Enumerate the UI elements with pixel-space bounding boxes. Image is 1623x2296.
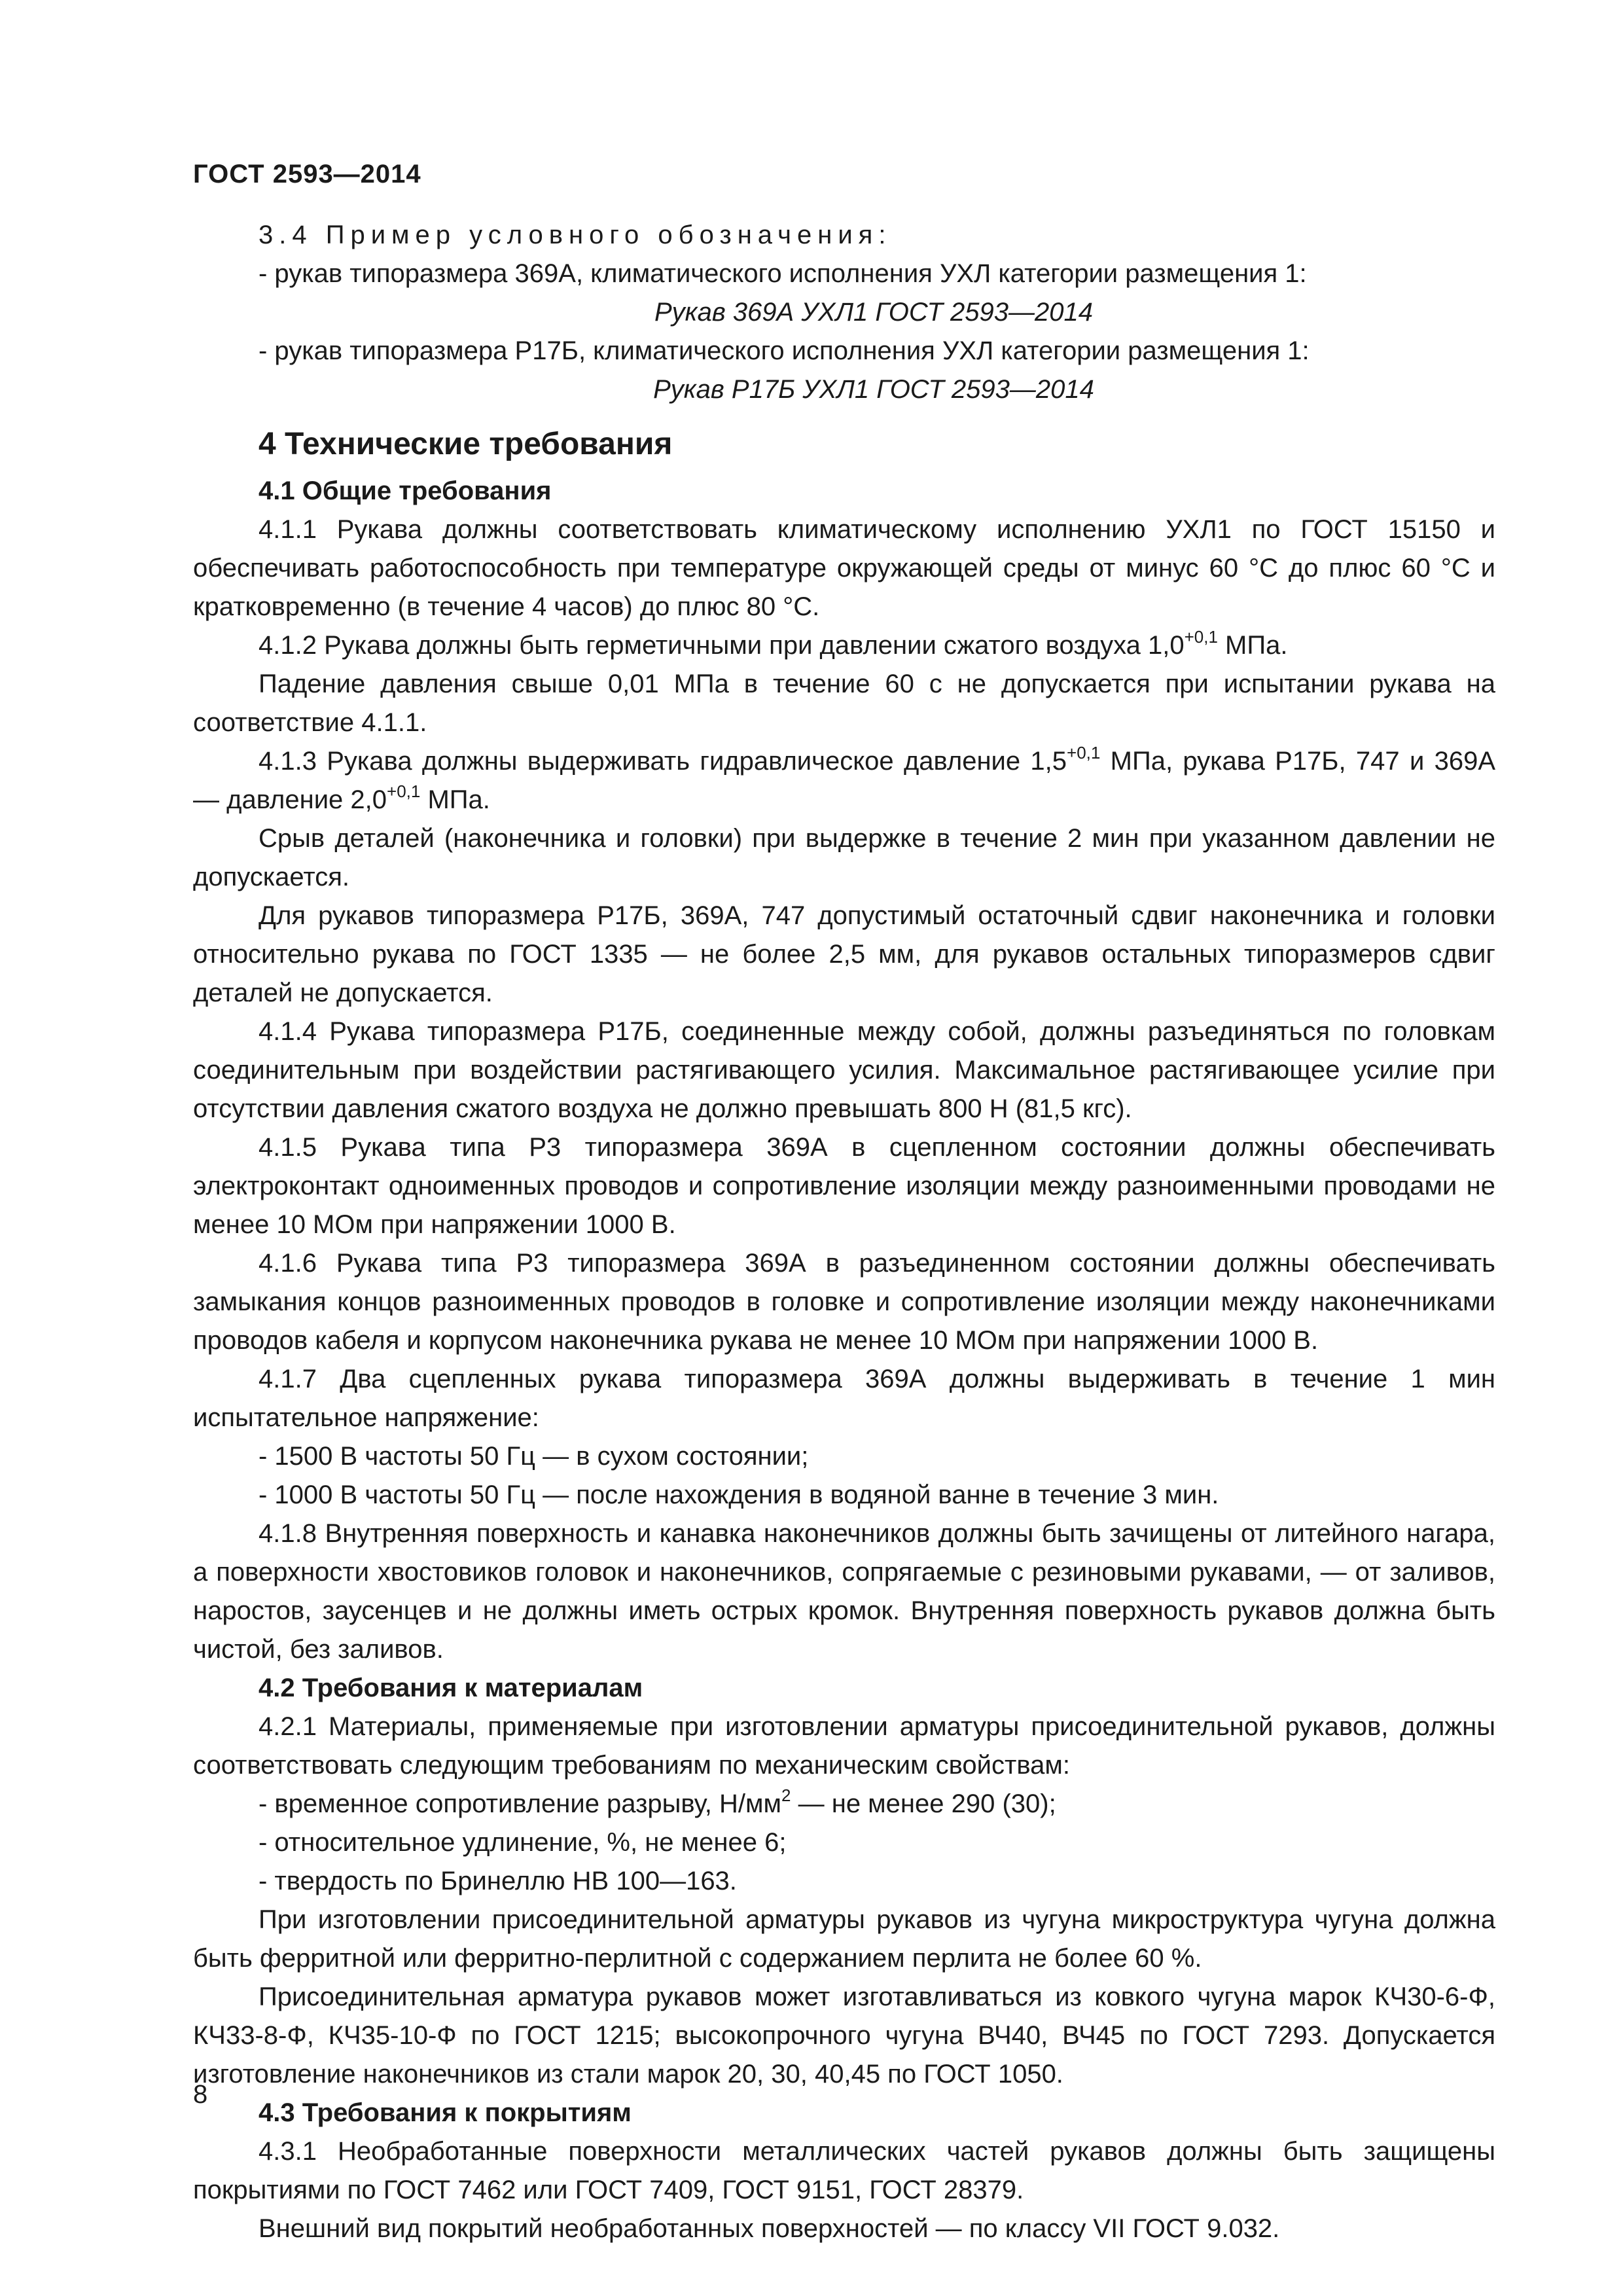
paragraph: Срыв деталей (наконечника и головки) при выдержке в течение 2 мин при указанном давлении не допускается. (193, 824, 1495, 891)
paragraph: Внешний вид покрытий необработанных поверхностей — по классу VII ГОСТ 9.032. (259, 2214, 1280, 2243)
paragraph: При изготовлении присоединительной арматуры рукавов из чугуна микроструктура чугуна должна быть ферритной или ферритно-перлитной с содержанием перлита не более 60 %. (193, 1905, 1495, 1973)
text-run: МПа, рукава Р17Б, 747 и 369А — давление 2,0 (193, 747, 1495, 814)
section-heading-4: 4 Технические требования (259, 427, 673, 461)
paragraph-4-1-6: 4.1.6 Рукава типа Р3 типоразмера 369А в разъединенном состоянии должны обеспечивать замыкания концов разноименных проводов в головке и сопротивление изоляции между наконечниками проводов кабеля и корпусом наконечника рукава не менее 10 МОм при напряжении 1000 В. (193, 1249, 1495, 1355)
list-item: - рукав типоразмера Р17Б, климатического исполнения УХЛ категории размещения 1: (259, 336, 1310, 365)
document-code-header: ГОСТ 2593—2014 (193, 160, 421, 188)
paragraph: Присоединительная арматура рукавов может изготавливаться из ковкого чугуна марок КЧ30-6-Ф, КЧ33-8-Ф, КЧ35-10-Ф по ГОСТ 1215; высокопрочного чугуна ВЧ40, ВЧ45 по ГОСТ 7293. Допускается изготовление наконечников из стали марок 20, 30, 40,45 по ГОСТ 1050. (193, 1982, 1495, 2089)
paragraph-4-2-1: 4.2.1 Материалы, применяемые при изготовлении арматуры присоединительной рукавов, должны соответствовать следующим требованиям по механическим свойствам: (193, 1712, 1495, 1780)
paragraph-4-1-8: 4.1.8 Внутренняя поверхность и канавка наконечников должны быть зачищены от литейного нагара, а поверхности хвостовиков головок и наконечников, сопрягаемые с резиновыми рукавами, — от заливов, наростов, заусенцев и не должны иметь острых кромок. Внутренняя поверхность рукавов должна быть чистой, без заливов. (193, 1519, 1495, 1664)
page-number: 8 (193, 2080, 208, 2109)
paragraph-4-1-3 (193, 742, 1495, 819)
list-item: - 1500 В частоты 50 Гц — в сухом состоянии; (259, 1442, 809, 1471)
text-run: - временное сопротивление разрыву, Н/мм (259, 1789, 782, 1818)
paragraph: Для рукавов типоразмера Р17Б, 369А, 747 допустимый остаточный сдвиг наконечника и головки относительно рукава по ГОСТ 1335 — не более 2,5 мм, для рукавов остальных типоразмеров сдвиг деталей не допускается. (193, 901, 1495, 1007)
subsection-heading-4-3: 4.3 Требования к покрытиям (259, 2098, 632, 2127)
paragraph-4-1-2 (193, 626, 1495, 665)
tolerance-superscript: +0,1 (1067, 742, 1101, 762)
tolerance-superscript: +0,1 (1184, 626, 1218, 647)
paragraph-4-1-5: 4.1.5 Рукава типа Р3 типоразмера 369А в сцепленном состоянии должны обеспечивать электроконтакт одноименных проводов и сопротивление изоляции между разноименными проводами не менее 10 МОм при напряжении 1000 В. (193, 1133, 1495, 1239)
text-run: 4.1.3 Рукава должны выдерживать гидравлическое давление 1,5 (259, 747, 1067, 776)
list-item: - относительное удлинение, %, не менее 6; (259, 1828, 787, 1857)
subsection-heading-4-1: 4.1 Общие требования (259, 476, 552, 505)
text-run: МПа. (1217, 631, 1288, 660)
example-designation: Рукав 369А УХЛ1 ГОСТ 2593—2014 (654, 298, 1093, 327)
paragraph-4-1-4: 4.1.4 Рукава типоразмера Р17Б, соединенные между собой, должны разъединяться по головкам соединительным при воздействии растягивающего усилия. Максимальное растягивающее усилие при отсутствии давления сжатого воздуха не должно превышать 800 Н (81,5 кгс). (193, 1017, 1495, 1123)
paragraph: Падение давления свыше 0,01 МПа в течение 60 с не допускается при испытании рукава на соответствие 4.1.1. (193, 670, 1495, 737)
paragraph-4-1-1: 4.1.1 Рукава должны соответствовать климатическому исполнению УХЛ1 по ГОСТ 15150 и обеспечивать работоспособность при температуре окружающей среды от минус 60 °С до плюс 60 °С и кратковременно (в течение 4 часов) до плюс 80 °С. (193, 515, 1495, 621)
list-item: - рукав типоразмера 369А, климатического исполнения УХЛ категории размещения 1: (259, 259, 1307, 288)
text-run: 4.1.2 Рукава должны быть герметичными при давлении сжатого воздуха 1,0 (259, 631, 1185, 660)
text-run: — не менее 290 (30); (791, 1789, 1056, 1818)
text-run: МПа. (420, 785, 490, 814)
paragraph-4-3-1: 4.3.1 Необработанные поверхности металлических частей рукавов должны быть защищены покрытиями по ГОСТ 7462 или ГОСТ 7409, ГОСТ 9151, ГОСТ 28379. (193, 2137, 1495, 2204)
unit-superscript: 2 (781, 1785, 791, 1805)
subsection-heading-4-2: 4.2 Требования к материалам (259, 1674, 643, 1702)
tolerance-superscript: +0,1 (387, 781, 421, 801)
paragraph-4-1-7: 4.1.7 Два сцепленных рукава типоразмера 369А должны выдерживать в течение 1 мин испытательное напряжение: (193, 1365, 1495, 1432)
list-item: - твердость по Бринеллю НВ 100—163. (259, 1867, 737, 1895)
paragraph-3-4: 3.4 Пример условного обозначения: (259, 221, 892, 249)
list-item (193, 1785, 1495, 1823)
example-designation: Рукав Р17Б УХЛ1 ГОСТ 2593—2014 (653, 375, 1094, 404)
page-content (193, 216, 1495, 2248)
list-item: - 1000 В частоты 50 Гц — после нахождения в водяной ванне в течение 3 мин. (259, 1480, 1219, 1509)
